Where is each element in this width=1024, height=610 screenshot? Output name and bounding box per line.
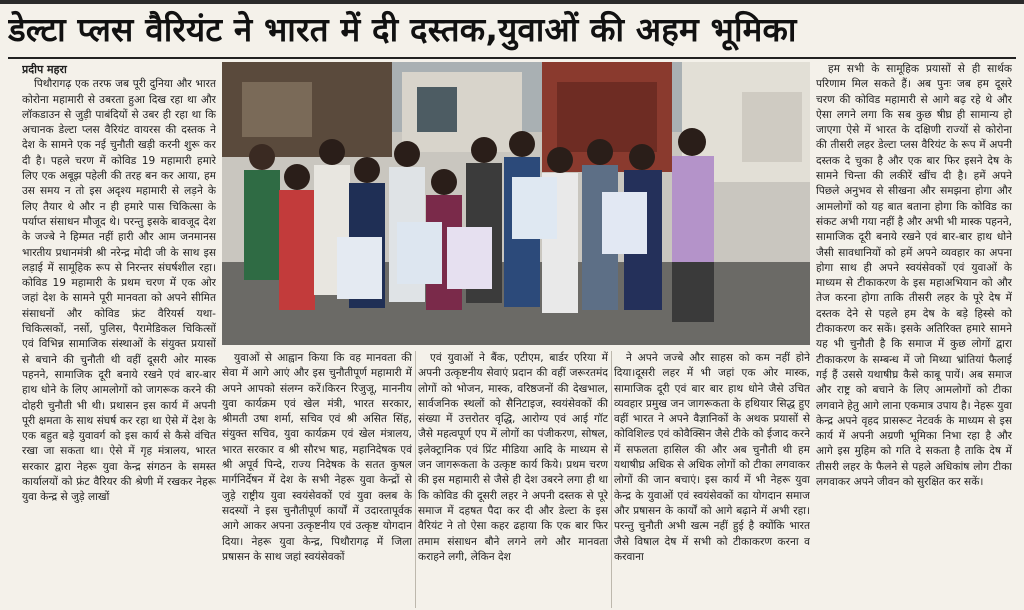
column-text-2: युवाओं से आह्वान किया कि वह मानवता की सेवा में आगे आएं और इस चुनौतीपूर्ण महामारी में अपने आपको संलग्न करें।किरन रिजुजू, माननीय युवा कार्यक्रम एवं खेल मंत्री, भारत सरकार, श्रीमती उषा शर्मा, सचिव एवं श्री असित सिंह, संयुक्त सचिव, युवा कार्यक्रम एवं खेल मंत्रालय, भारत सरकार व श्री सौरभ षाह, महानिदेषक एवं श्री अपूर्व पिन्दे, राज्य निदेषक के सतत कुषल मार्गनिर्देषन में देश के सभी नेहरू युवा केन्द्रों से जुड़े राष्ट्रीय युवा स्वयंसेवकों एवं युवा क्लब के सदस्यों ने इस चुनौतीपूर्ण कार्यों में उदारतापूर्वक आगे आकर अपना उत्कृष्टनीय एवं उत्कृष्ट योगदान दिया। नेहरू युवा केन्द्र, पिथौरागढ़ में जिला प्रषासन के साथ जहां स्वयंसेवकों <box>222 352 412 563</box>
byline: प्रदीप महरा <box>22 63 67 76</box>
column-text-left: पिथौरागढ़ एक तरफ जब पूरी दुनिया और भारत कोरोना महामारी से उबरता हुआ दिख रहा था और लॉकडाउन से जुड़ी पाबंदियों से उबर ही रहा था कि अचानक डेल्टा प्लस वैरियंट वायरस की दस्तक ने देश के सामने एक नई चुनौती खड़ी करनी शुरू कर दी है। पहले चरण में कोविड 19 महामारी हमारे लिए एक अबूझ पहेली की तरह बन कर आया, हम उस समय न तो इस अदृश्य महामारी से लड़ने के लिए तैयार थे और न ही हमारे पास चिकित्सा के पर्याप्त संसाधन मौजूद थे। परन्तु इसके बावजूद देश के जज्बे ने हिम्मत नहीं हारी और आम जनमानस भारतीय प्रधानमंत्री श्री नरेन्द्र मोदी जी के साथ इस लड़ाई में सामूहिक रूप से निरन्तर संघर्षशील रहा। कोविड 19 महामारी के प्रथम चरण में एक ओर जहां देश के सामने पूरी मानवता को अपने सीमित संसाधनों और कोविड फ्रंट वैरियर्स यथा- चिकित्सकों, नर्सो, पुलिस, पैरामेडिकल चिकित्सों एवं विभिन्न सामाजिक संस्थाओं के संयुक्त प्रयासों से बचाने की चुनौती थी वहीं दूसरी ओर मास्क पहनने, सामाजिक दूरी बनाये रखने एवं बार-बार हाथ धोने के लिए आमलोगों को जागरूक करने की दोहरी चुनौती भी थी। प्रथासन इस कार्य में अपनी पूरी क्षमता के साथ संघर्ष कर रहा था ऐसे में देश के एक बहुत बड़े युवावर्ग को इस कार्य से कैसे वंचित रखा जा सकता था। ऐसे में गृह मंत्रालय, भारत सरकार द्वारा नेहरू युवा केन्द्र संगठन के समस्त कार्यालयों को फ्रंट वैरियर की श्रेणी में रखकर नेहरू युवा केन्द्र से जुड़े लाखों <box>22 78 216 504</box>
article-column-left <box>22 62 216 608</box>
column-divider <box>611 351 612 608</box>
news-photo <box>222 62 810 345</box>
column-text-right: हम सभी के सामूहिक प्रयासों से ही सार्थक परिणाम मिल सकते हैं। अब पुनः जब हम दूसरे चरण की कोविड महामारी से आगे बढ़ रहे थे और ऐसा लगने लगा कि सब कुछ षीघ्र ही सामान्य हो जाएगा ऐसे में भारत के दक्षिणी राज्यों से कोरोना की तीसरी लहर डेल्टा प्लस वैरियंट के रूप में अपनी दस्तक दे चुका है और एक बार फिर इसने देष के सामने चिन्ता की लकीरें खींच दी है। हमें अपने पिछले अनुभव से सीखना और समझना होगा और आमलोगों को यह बात बताना होगा कि कोविड का संकट अभी गया नहीं है और अभी भी मास्क पहनने, सामाजिक दूरी बनाये रखने एवं बार-बार हाथ धोने जैसी सावधानियों को हमें अपने व्यवहार का अपना होगा साथ ही अपने स्वयंसेवकों एवं युवाओं के माध्यम से टीकाकरण के इस महाअभियान को और तेज करना होगा ताकि तीसरी लहर के पूरे देष में दस्तक देने से पहले हम देष के बड़े हिस्से को टीकाकरण कर सकें। इसके अतिरिक्त हमारे सामने यह भी चुनौती है कि समाज में कुछ लोगों द्वारा टीकाकरण के सम्बन्ध में जो मिथ्या भ्रांतियां फैलाई गई हैं उससे यथाषीघ्र कैसे काबू पायें। अब समाज और राष्ट्र को बचाने के लिए आमलोगों को टीका लगवाने हेतु आगे लाना एकमात्र उपाय है। नेहरू युवा केन्द्र अपने वृहद प्रासरूट नेटवर्क के माध्यम से इस कार्य में अपनी अग्रणी भूमिका निभा रहा है और आगे इस मुहिम को गति दे सकता है ताकि देष में तीसरी लहर के फैलने से पहले अधिकांष लोग टीका लगवाकर अपने जीवन को सुरक्षित कर सकें। <box>816 63 1012 489</box>
headline: डेल्टा प्लस वैरियंट ने भारत में दी दस्तक,युवाओं की अहम भूमिका <box>8 10 797 49</box>
article-column-2 <box>222 351 412 608</box>
column-divider <box>415 351 416 608</box>
column-text-3: एवं युवाओं ने बैंक, एटीएम, बार्डर एरिया में अपनी उत्कृष्टनीय सेवाएं प्रदान की वहीं जरूरतमंद लोगों को भोजन, मास्क, वरिष्ठजनों की देखभाल, सार्वजनिक स्थलों को सैनिटाइज, स्वयंसेवकों की संख्या में उत्तरोतर वृद्धि, आरोग्य एवं आई गॉट जैसे महत्वपूर्ण एप में लोगों का पंजीकरण, सोषल, इलेक्ट्रानिक एवं प्रिंट मीडिया आदि के माध्यम से जन जागरूकता के उत्कृष्ट कार्य किये। प्रथम चरण की इस महामारी से जैसे ही देश उबरने लगा ही था कि कोविड की दूसरी लहर ने अपनी दस्तक से पूरे समाज में दहषत पैदा कर दी और डेल्टा के इस वैरियंट ने तो ऐसा कहर ढहाया कि एक बार फिर तमाम संसाधन बौने लगने लगे और मानवता कराहने लगी, लेकिन देश <box>418 352 608 563</box>
article-column-3 <box>418 351 608 608</box>
youth-volunteers-photo <box>222 62 810 345</box>
article-column-right <box>816 62 1012 608</box>
column-text-4: ने अपने जज्बे और साहस को कम नहीं होने दिया।दूसरी लहर में भी जहां एक ओर मास्क, सामाजिक दूरी एवं बार बार हाथ धोने जैसे उचित व्यवहार प्रमुख जन जागरूकता के हथियार सिद्ध हुए वहीं भारत ने अपने वैज्ञानिकों के अथक प्रयासों से कोविशिल्ड एवं कोवैक्सिन जैसे टीके को ईजाद करने में सफलता हासिल की और अब चुनौती थी हम यथाषीघ्र अधिक से अधिक लोगों को टीका लगवाकर लोगों की जान बचाएं। इस कार्य में भी नेहरू युवा केन्द्र के युवाओं एवं स्वयंसेवकों का योगदान समाज और प्रषासन के कार्यों को आगे बढ़ाने में अभी रहा।परन्तु चुनौती अभी खत्म नहीं हुई है क्योंकि भारत जैसे विषाल देष में सभी को टीकाकरण करना व करवाना <box>614 352 810 563</box>
article-column-4 <box>614 351 810 608</box>
headline-rule <box>8 57 1016 59</box>
